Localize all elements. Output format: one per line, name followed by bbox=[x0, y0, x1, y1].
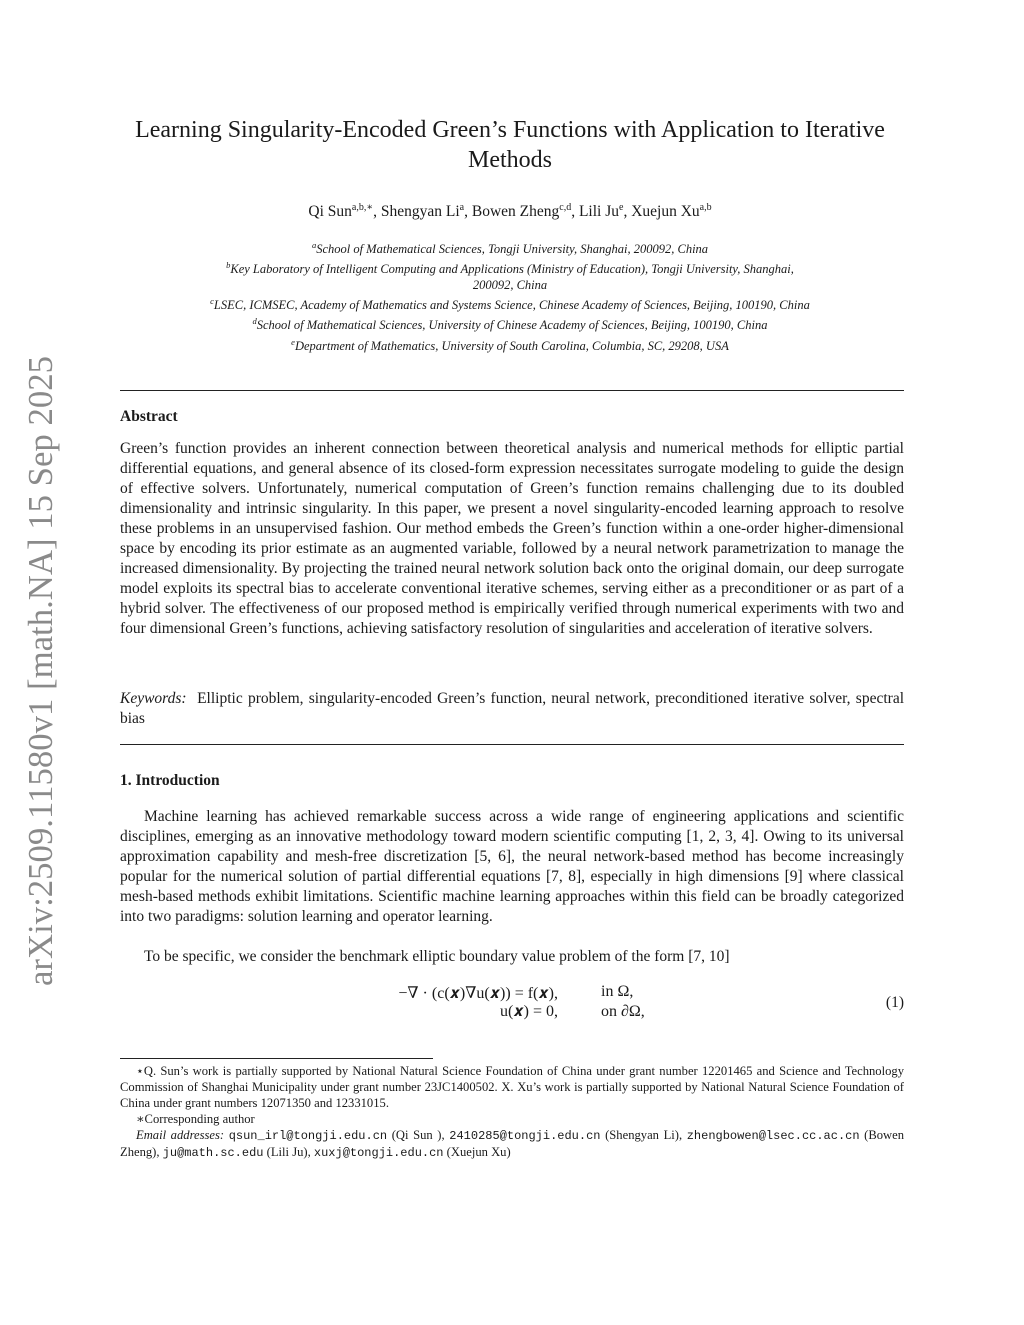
email-link[interactable]: 2410285@tongji.edu.cn bbox=[449, 1129, 601, 1143]
abstract-heading: Abstract bbox=[120, 408, 178, 425]
email-link[interactable]: zhengbowen@lsec.cc.ac.cn bbox=[686, 1129, 860, 1143]
keywords bbox=[120, 689, 904, 729]
affiliation: $^c$LSEC, ICMSEC, Academy of Mathematics and Systems Science, Chinese Academy of Sciences, Beijing, 100190, China bbox=[210, 296, 810, 313]
author: Qi Sun$^{a,b,∗}$ bbox=[308, 202, 374, 221]
equation-line-1-lhs: −∇ · (c(𝒙)∇u(𝒙)) = f(𝒙), bbox=[398, 985, 558, 1002]
corresponding-author-note: ∗Corresponding author bbox=[136, 1112, 255, 1126]
keywords-label: Keywords: bbox=[120, 690, 187, 707]
author: Shengyan Li$^a$ bbox=[380, 202, 465, 221]
equation-1 bbox=[120, 983, 904, 1027]
email-link[interactable]: xuxj@tongji.edu.cn bbox=[313, 1146, 444, 1160]
equation-number: (1) bbox=[885, 994, 904, 1011]
email-link[interactable]: qsun_irl@tongji.edu.cn bbox=[228, 1129, 388, 1143]
affiliation: $^e$Department of Mathematics, University of South Carolina, Columbia, SC, 29208, USA bbox=[291, 336, 729, 353]
arxiv-side-stamp bbox=[10, 350, 70, 990]
intro-paragraph-1: Machine learning has achieved remarkable success across a wide range of engineering applications and scientific disciplines, emerging as an innovative methodology toward modern scientific computing [1, 2, 3, 4]. Owing to its universal approximation capability and mesh-free discretization [5, 6], the neural network-based method has become increasingly popular for the numerical solution of partial differential equations [7, 8], especially in high dimensions [9] where classical mesh-based methods exhibit limitations. Scientific machine learning approaches within this field can be broadly categorized into two paradigms: solution learning and operator learning. bbox=[120, 808, 904, 925]
email-label: Email addresses: bbox=[136, 1128, 225, 1142]
footnote-rule bbox=[120, 1058, 433, 1059]
affiliations bbox=[110, 237, 910, 354]
affiliation: $^a$School of Mathematical Sciences, Tongji University, Shanghai, 200092, China bbox=[311, 240, 709, 257]
footnotes bbox=[120, 1063, 904, 1161]
equation-line-2-rhs: on ∂Ω, bbox=[601, 1003, 645, 1020]
abstract-text: Green’s function provides an inherent connection between theoretical analysis and numerical methods for elliptic partial differential equations, and general absence of its closed-form expression necessitates surrogate modeling to guide the design of effective solvers. Unfortunately, numerical computation of Green’s function remains challenging due to its doubled dimensionality and intrinsic singularity. In this paper, we present a novel singularity-encoded learning approach to resolve these problems in an unsupervised fashion. Our method embeds the Green’s function within a one-order higher-dimensional space by encoding its prior estimate as an augmented variable, followed by a neural network parametrization to manage the increased dimensionality. By projecting the trained neural network solution back onto the original domain, our deep surrogate model exploits its spectral bias to accelerate conventional iterative schemes, serving either as a preconditioner or as part of a hybrid solver. The effectiveness of our proposed method is empirically verified through numerical experiments with two and four dimensional Green’s functions, achieving satisfactory resolution of singularities and acceleration of iterative solvers. bbox=[120, 440, 904, 637]
author-list: Qi Sun$^{a,b,∗}$, Shengyan Li$^a$, Bowen Zheng$^{c,d}$, Lili Ju$^e$, Xuejun Xu$^{a,b}$ bbox=[308, 202, 712, 221]
funding-footnote: ⋆Q. Sun’s work is partially supported by National Natural Science Foundation of China under grant number 12201465 and Science and Technology Commission of Shanghai Municipality under grant number 23JC1400502. X. Xu’s work is partially supported by National Natural Science Foundation of China under grant numbers 12071350 and 12331015. bbox=[120, 1064, 904, 1110]
author: Bowen Zheng$^{c,d}$ bbox=[471, 202, 572, 221]
keywords-text: Elliptic problem, singularity-encoded Green’s function, neural network, preconditioned iterative solver, spectral bias bbox=[120, 690, 905, 727]
email-addresses: Email addresses: qsun_irl@tongji.edu.cn (Qi Sun ), 2410285@tongji.edu.cn (Shengyan Li), zhengbowen@lsec.cc.ac.cn (Bowen Zheng), ju@math.sc.edu (Lili Ju), xuxj@tongji.edu.cn (Xuejun Xu) bbox=[120, 1128, 905, 1160]
section-heading-introduction: 1. Introduction bbox=[120, 772, 220, 789]
author: Xuejun Xu$^{a,b}$ bbox=[631, 202, 712, 221]
intro-paragraph-2: To be specific, we consider the benchmark elliptic boundary value problem of the form [7, 10] bbox=[144, 948, 730, 965]
bottom-rule bbox=[120, 744, 904, 745]
affiliation: $^b$Key Laboratory of Intelligent Computing and Applications (Ministry of Education), Tongji University, Shanghai, 200092, China bbox=[226, 260, 794, 293]
equation-line-2-lhs: u(𝒙) = 0, bbox=[500, 1003, 558, 1020]
affiliation: $^d$School of Mathematical Sciences, University of Chinese Academy of Sciences, Beijing, 100190, China bbox=[252, 316, 768, 333]
paper-title: Learning Singularity-Encoded Green’s Functions with Application to Iterative Methods bbox=[135, 117, 885, 173]
arxiv-stamp-text: arXiv:2509.11580v1 [math.NA] 15 Sep 2025 bbox=[21, 351, 60, 986]
top-rule bbox=[120, 390, 904, 391]
email-link[interactable]: ju@math.sc.edu bbox=[162, 1146, 264, 1160]
equation-line-1-rhs: in Ω, bbox=[601, 983, 634, 1000]
author: Lili Ju$^e$ bbox=[578, 202, 624, 221]
